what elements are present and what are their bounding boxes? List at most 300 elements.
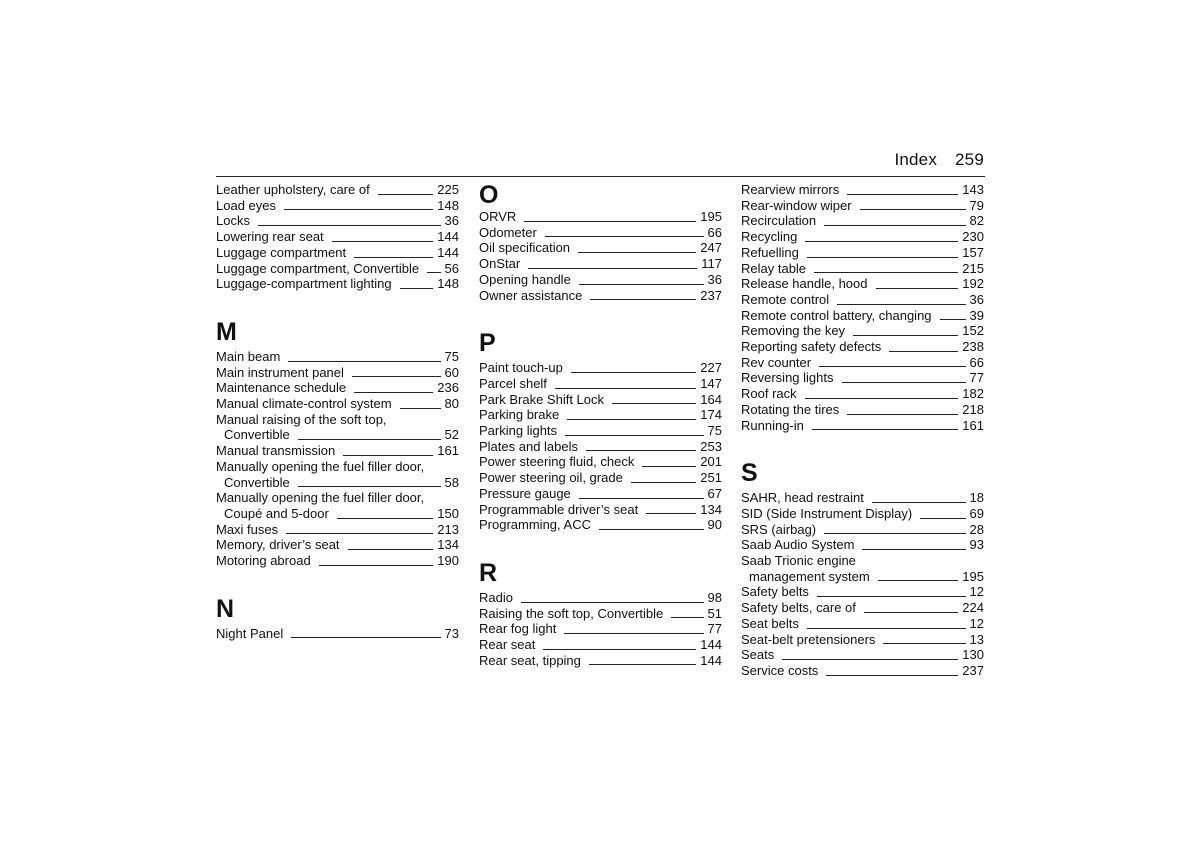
leader-line — [288, 361, 440, 362]
index-entry — [479, 590, 722, 606]
entry-text: SAHR, head restraint — [741, 490, 864, 506]
entry-text: Roof rack — [741, 386, 797, 402]
leader-line — [612, 403, 696, 404]
leader-line — [319, 565, 434, 566]
section-letter: O — [479, 181, 499, 209]
entry-text: Programming, ACC — [479, 517, 591, 533]
entry-text: Seat belts — [741, 615, 799, 631]
leader-line — [578, 252, 696, 253]
leader-line — [543, 649, 696, 650]
entry-text: Rear fog light — [479, 621, 557, 637]
entry-page: 77 — [969, 370, 984, 386]
entry-text: Paint touch-up — [479, 360, 563, 376]
leader-line — [860, 209, 966, 210]
index-entry — [216, 349, 459, 365]
entry-text: ORVR — [479, 209, 517, 224]
leader-line — [853, 335, 958, 336]
entry-page: 77 — [707, 621, 722, 637]
entry-text: Coupé and 5-door — [224, 505, 329, 521]
entry-text: SRS (airbag) — [741, 521, 817, 537]
leader-line — [528, 268, 697, 269]
leader-line — [782, 659, 958, 660]
entry-text: Power steering fluid, check — [479, 454, 635, 470]
index-entry — [479, 256, 722, 272]
entry-text: Oil specification — [479, 240, 571, 256]
entry-text: Rear seat — [479, 637, 536, 653]
index-entry — [216, 213, 459, 229]
entry-page: 66 — [969, 354, 984, 370]
leader-line — [805, 241, 958, 242]
entry-text-line1: Manually opening the fuel filler door, — [216, 490, 425, 506]
index-entry — [479, 439, 722, 455]
leader-line — [878, 580, 959, 581]
leader-line — [565, 435, 703, 436]
index-entry — [741, 402, 984, 418]
leader-line — [599, 529, 704, 530]
entry-text: Park Brake Shift Lock — [479, 391, 604, 407]
index-entry — [741, 261, 984, 277]
index-entry — [479, 240, 722, 256]
leader-line — [671, 617, 703, 618]
index-entry — [479, 486, 722, 502]
leader-line — [847, 194, 958, 195]
entry-page: 144 — [437, 244, 459, 260]
leader-line — [807, 257, 958, 258]
index-entry — [216, 396, 459, 412]
index-entry — [479, 653, 722, 669]
entry-page: 238 — [962, 339, 984, 355]
page-number: 259 — [955, 150, 984, 169]
entry-page: 218 — [962, 401, 984, 417]
leader-line — [812, 429, 958, 430]
entry-text: Power steering oil, grade — [479, 470, 623, 486]
index-entry — [741, 616, 984, 632]
entry-text: Plates and labels — [479, 438, 579, 454]
leader-line — [940, 319, 966, 320]
leader-line — [545, 236, 704, 237]
entry-text: Remote control battery, changing — [741, 307, 932, 323]
leader-line — [872, 502, 966, 503]
entry-text: Lowering rear seat — [216, 229, 324, 245]
index-entry — [741, 632, 984, 648]
entry-text: Convertible — [224, 427, 290, 443]
index-entry — [741, 522, 984, 538]
entry-text: Programmable driver’s seat — [479, 501, 639, 517]
entry-page: 69 — [969, 505, 984, 521]
entry-page: 60 — [444, 364, 459, 380]
section-letter: N — [216, 594, 235, 623]
entry-text: Pressure gauge — [479, 485, 571, 501]
section-letter: M — [216, 317, 237, 346]
index-entry — [479, 272, 722, 288]
entry-page: 13 — [969, 631, 984, 647]
index-entry — [479, 209, 722, 225]
entry-text: Relay table — [741, 260, 807, 276]
leader-line — [348, 549, 434, 550]
index-entry — [479, 454, 722, 470]
index-entry — [741, 386, 984, 402]
entry-text: Memory, driver’s seat — [216, 537, 340, 553]
index-entry — [216, 245, 459, 261]
entry-page: 93 — [969, 537, 984, 553]
index-entry — [741, 647, 984, 663]
leader-line — [842, 382, 966, 383]
entry-text: Raising the soft top, Convertible — [479, 605, 664, 621]
entry-page: 164 — [700, 391, 722, 407]
entry-page: 247 — [700, 240, 722, 256]
entry-text: Leather upholstery, care of — [216, 182, 370, 197]
entry-text-line1: Manually opening the fuel filler door, — [216, 458, 425, 474]
entry-page: 39 — [969, 307, 984, 323]
leader-line — [521, 602, 704, 603]
entry-text: Convertible — [224, 474, 290, 490]
leader-line — [807, 628, 966, 629]
leader-line — [427, 272, 440, 273]
entry-text: Remote control — [741, 291, 830, 307]
entry-page: 150 — [437, 505, 459, 521]
index-entry — [479, 502, 722, 518]
leader-line — [590, 299, 696, 300]
leader-line — [354, 392, 433, 393]
entry-page: 236 — [437, 380, 459, 396]
entry-text: SID (Side Instrument Display) — [741, 505, 913, 521]
index-entry — [741, 182, 984, 198]
entry-text: Release handle, hood — [741, 276, 868, 292]
entry-text: Parcel shelf — [479, 375, 547, 391]
entry-page: 75 — [707, 423, 722, 439]
leader-line — [298, 439, 441, 440]
entry-page: 73 — [444, 625, 459, 641]
entry-page: 251 — [700, 470, 722, 486]
entry-page: 161 — [437, 443, 459, 459]
entry-text: OnStar — [479, 256, 521, 272]
entry-text: Rotating the tires — [741, 401, 840, 417]
entry-text: Removing the key — [741, 323, 846, 339]
index-entry — [479, 621, 722, 637]
index-entry — [216, 182, 459, 198]
index-section — [479, 182, 722, 303]
index-entry — [741, 584, 984, 600]
entry-page: 117 — [701, 256, 722, 272]
entry-page: 52 — [444, 427, 459, 443]
index-entry — [479, 288, 722, 304]
entry-page: 98 — [707, 589, 722, 605]
leader-line — [824, 225, 965, 226]
entry-text: Reversing lights — [741, 370, 834, 386]
index-entry — [216, 522, 459, 538]
entry-text: Maintenance schedule — [216, 380, 347, 396]
index-entry — [216, 626, 459, 642]
index-entry — [479, 423, 722, 439]
entry-text: Night Panel — [216, 625, 284, 641]
index-entry — [216, 443, 459, 459]
index-entry — [741, 276, 984, 292]
index-entry — [216, 261, 459, 277]
index-entry — [216, 276, 459, 292]
entry-text: Motoring abroad — [216, 553, 311, 569]
leader-line — [354, 257, 433, 258]
entry-page: 195 — [700, 209, 722, 224]
entry-text: Rear-window wiper — [741, 197, 852, 213]
entry-page: 148 — [437, 276, 459, 292]
entry-page: 75 — [444, 348, 459, 364]
entry-page: 230 — [962, 229, 984, 245]
entry-text: Reporting safety defects — [741, 339, 882, 355]
header-title: Index — [894, 150, 938, 169]
leader-line — [837, 304, 965, 305]
index-entry — [479, 470, 722, 486]
leader-line — [824, 533, 965, 534]
leader-line — [586, 450, 696, 451]
index-entry — [479, 637, 722, 653]
entry-text: Opening handle — [479, 271, 571, 287]
entry-page: 190 — [437, 553, 459, 569]
entry-page: 82 — [969, 213, 984, 229]
leader-line — [258, 225, 441, 226]
entry-text: Parking lights — [479, 423, 558, 439]
entry-text: Safety belts — [741, 584, 809, 600]
entry-page: 237 — [700, 287, 722, 303]
page-header — [740, 150, 984, 170]
leader-line — [889, 351, 958, 352]
entry-text: management system — [749, 568, 870, 584]
index-entry — [741, 418, 984, 434]
entry-page: 28 — [969, 521, 984, 537]
entry-page: 157 — [962, 244, 984, 260]
index-entry-multiline — [216, 459, 459, 490]
index-section — [216, 292, 459, 569]
index-entry — [479, 517, 722, 533]
index-entry — [741, 292, 984, 308]
leader-line — [571, 372, 696, 373]
entry-page: 144 — [700, 652, 722, 668]
leader-line — [883, 643, 965, 644]
entry-text: Owner assistance — [479, 287, 583, 303]
index-entry — [741, 663, 984, 679]
index-entry — [741, 537, 984, 553]
index-section — [741, 182, 984, 433]
entry-text: Rear seat, tipping — [479, 652, 581, 668]
index-entry — [479, 606, 722, 622]
index-entry — [479, 376, 722, 392]
entry-page: 130 — [962, 647, 984, 663]
leader-line — [805, 398, 959, 399]
leader-line — [579, 498, 704, 499]
leader-line — [567, 419, 696, 420]
index-entry — [741, 245, 984, 261]
entry-page: 237 — [962, 662, 984, 678]
entry-page: 224 — [962, 600, 984, 616]
entry-text: Luggage compartment, Convertible — [216, 260, 420, 276]
leader-line — [876, 288, 959, 289]
leader-line — [646, 513, 696, 514]
entry-text: Maxi fuses — [216, 521, 279, 537]
entry-text: Main beam — [216, 348, 281, 364]
index-entry — [741, 308, 984, 324]
entry-page: 58 — [444, 474, 459, 490]
leader-line — [579, 284, 704, 285]
entry-page: 253 — [700, 438, 722, 454]
entry-page: 90 — [707, 517, 722, 533]
entry-page: 12 — [969, 584, 984, 600]
leader-line — [564, 633, 703, 634]
index-entry — [741, 355, 984, 371]
entry-text: Rearview mirrors — [741, 182, 840, 197]
leader-line — [920, 518, 965, 519]
entry-page: 144 — [437, 229, 459, 245]
entry-page: 201 — [700, 454, 722, 470]
leader-line — [819, 366, 965, 367]
entry-text: Seats — [741, 647, 775, 663]
index-section — [741, 433, 984, 678]
entry-page: 134 — [700, 501, 722, 517]
index-section — [479, 533, 722, 669]
index-entry — [741, 198, 984, 214]
entry-text: Radio — [479, 589, 513, 605]
leader-line — [298, 486, 441, 487]
entry-text: Locks — [216, 213, 250, 229]
leader-line — [555, 388, 696, 389]
index-entry — [741, 323, 984, 339]
entry-page: 147 — [700, 375, 722, 391]
entry-text: Luggage compartment — [216, 244, 347, 260]
leader-line — [400, 408, 441, 409]
index-entry — [741, 506, 984, 522]
entry-text: Luggage-compartment lighting — [216, 276, 392, 292]
leader-line — [826, 675, 958, 676]
index-entry — [741, 213, 984, 229]
leader-line — [631, 482, 696, 483]
entry-page: 51 — [707, 605, 722, 621]
leader-line — [337, 518, 433, 519]
entry-page: 148 — [437, 197, 459, 213]
entry-text: Load eyes — [216, 197, 276, 213]
entry-page: 67 — [707, 485, 722, 501]
entry-page: 143 — [962, 182, 984, 197]
section-letter: P — [479, 329, 496, 358]
entry-page: 56 — [444, 260, 459, 276]
entry-text: Saab Audio System — [741, 537, 855, 553]
entry-page: 174 — [700, 407, 722, 423]
entry-text: Rev counter — [741, 354, 812, 370]
index-entry-multiline — [216, 490, 459, 521]
index-entry — [216, 506, 459, 522]
index-entry — [216, 380, 459, 396]
entry-text: Odometer — [479, 224, 537, 240]
entry-text: Refuelling — [741, 244, 799, 260]
leader-line — [332, 241, 434, 242]
leader-line — [862, 549, 965, 550]
index-entry — [479, 407, 722, 423]
index-column-2 — [479, 182, 722, 668]
index-entry — [216, 553, 459, 569]
leader-line — [343, 455, 433, 456]
entry-page: 36 — [969, 291, 984, 307]
leader-line — [400, 288, 434, 289]
entry-page: 213 — [437, 521, 459, 537]
entry-page: 66 — [707, 224, 722, 240]
index-entry — [741, 600, 984, 616]
index-entry — [216, 229, 459, 245]
index-entry — [216, 198, 459, 214]
index-entry — [741, 569, 984, 585]
index-entry — [479, 392, 722, 408]
entry-page: 18 — [969, 490, 984, 506]
index-entry — [216, 537, 459, 553]
entry-page: 12 — [969, 615, 984, 631]
entry-page: 134 — [437, 537, 459, 553]
index-entry — [741, 490, 984, 506]
index-entry-multiline — [216, 412, 459, 443]
index-section — [216, 569, 459, 642]
entry-page: 192 — [962, 276, 984, 292]
index-entry — [741, 339, 984, 355]
entry-text-line1: Manual raising of the soft top, — [216, 411, 387, 427]
index-entry — [479, 225, 722, 241]
leader-line — [378, 194, 434, 195]
index-entry — [741, 370, 984, 386]
section-letter: S — [741, 459, 758, 488]
entry-page: 152 — [962, 323, 984, 339]
index-column-3 — [741, 182, 984, 679]
entry-text: Manual climate-control system — [216, 396, 392, 412]
entry-text: Main instrument panel — [216, 364, 344, 380]
leader-line — [847, 414, 958, 415]
leader-line — [589, 664, 696, 665]
entry-page: 80 — [444, 396, 459, 412]
entry-text-line1: Saab Trionic engine — [741, 553, 856, 569]
entry-text: Running-in — [741, 417, 804, 433]
index-entry — [216, 475, 459, 491]
entry-page: 161 — [962, 417, 984, 433]
entry-page: 36 — [707, 271, 722, 287]
index-entry — [479, 360, 722, 376]
entry-text: Recycling — [741, 229, 798, 245]
index-column-1 — [216, 182, 459, 641]
entry-page: 195 — [962, 568, 984, 584]
leader-line — [864, 612, 958, 613]
leader-line — [286, 533, 433, 534]
index-section — [216, 182, 459, 292]
entry-page: 182 — [962, 386, 984, 402]
leader-line — [352, 376, 441, 377]
entry-page: 215 — [962, 260, 984, 276]
entry-text: Safety belts, care of — [741, 600, 856, 616]
entry-page: 227 — [700, 360, 722, 376]
leader-line — [642, 466, 696, 467]
entry-page: 36 — [444, 213, 459, 229]
section-letter: R — [479, 558, 498, 587]
leader-line — [284, 209, 433, 210]
index-entry — [216, 365, 459, 381]
entry-text: Manual transmission — [216, 443, 336, 459]
leader-line — [817, 596, 966, 597]
entry-text: Seat-belt pretensioners — [741, 631, 876, 647]
entry-page: 225 — [437, 182, 459, 197]
index-entry — [741, 229, 984, 245]
entry-page: 79 — [969, 197, 984, 213]
leader-line — [291, 637, 440, 638]
entry-page: 144 — [700, 637, 722, 653]
index-entry — [216, 427, 459, 443]
leader-line — [814, 272, 958, 273]
header-rule — [216, 176, 985, 177]
index-section — [479, 303, 722, 533]
entry-text: Recirculation — [741, 213, 817, 229]
entry-text: Parking brake — [479, 407, 560, 423]
index-entry-multiline — [741, 553, 984, 584]
entry-text: Service costs — [741, 662, 819, 678]
